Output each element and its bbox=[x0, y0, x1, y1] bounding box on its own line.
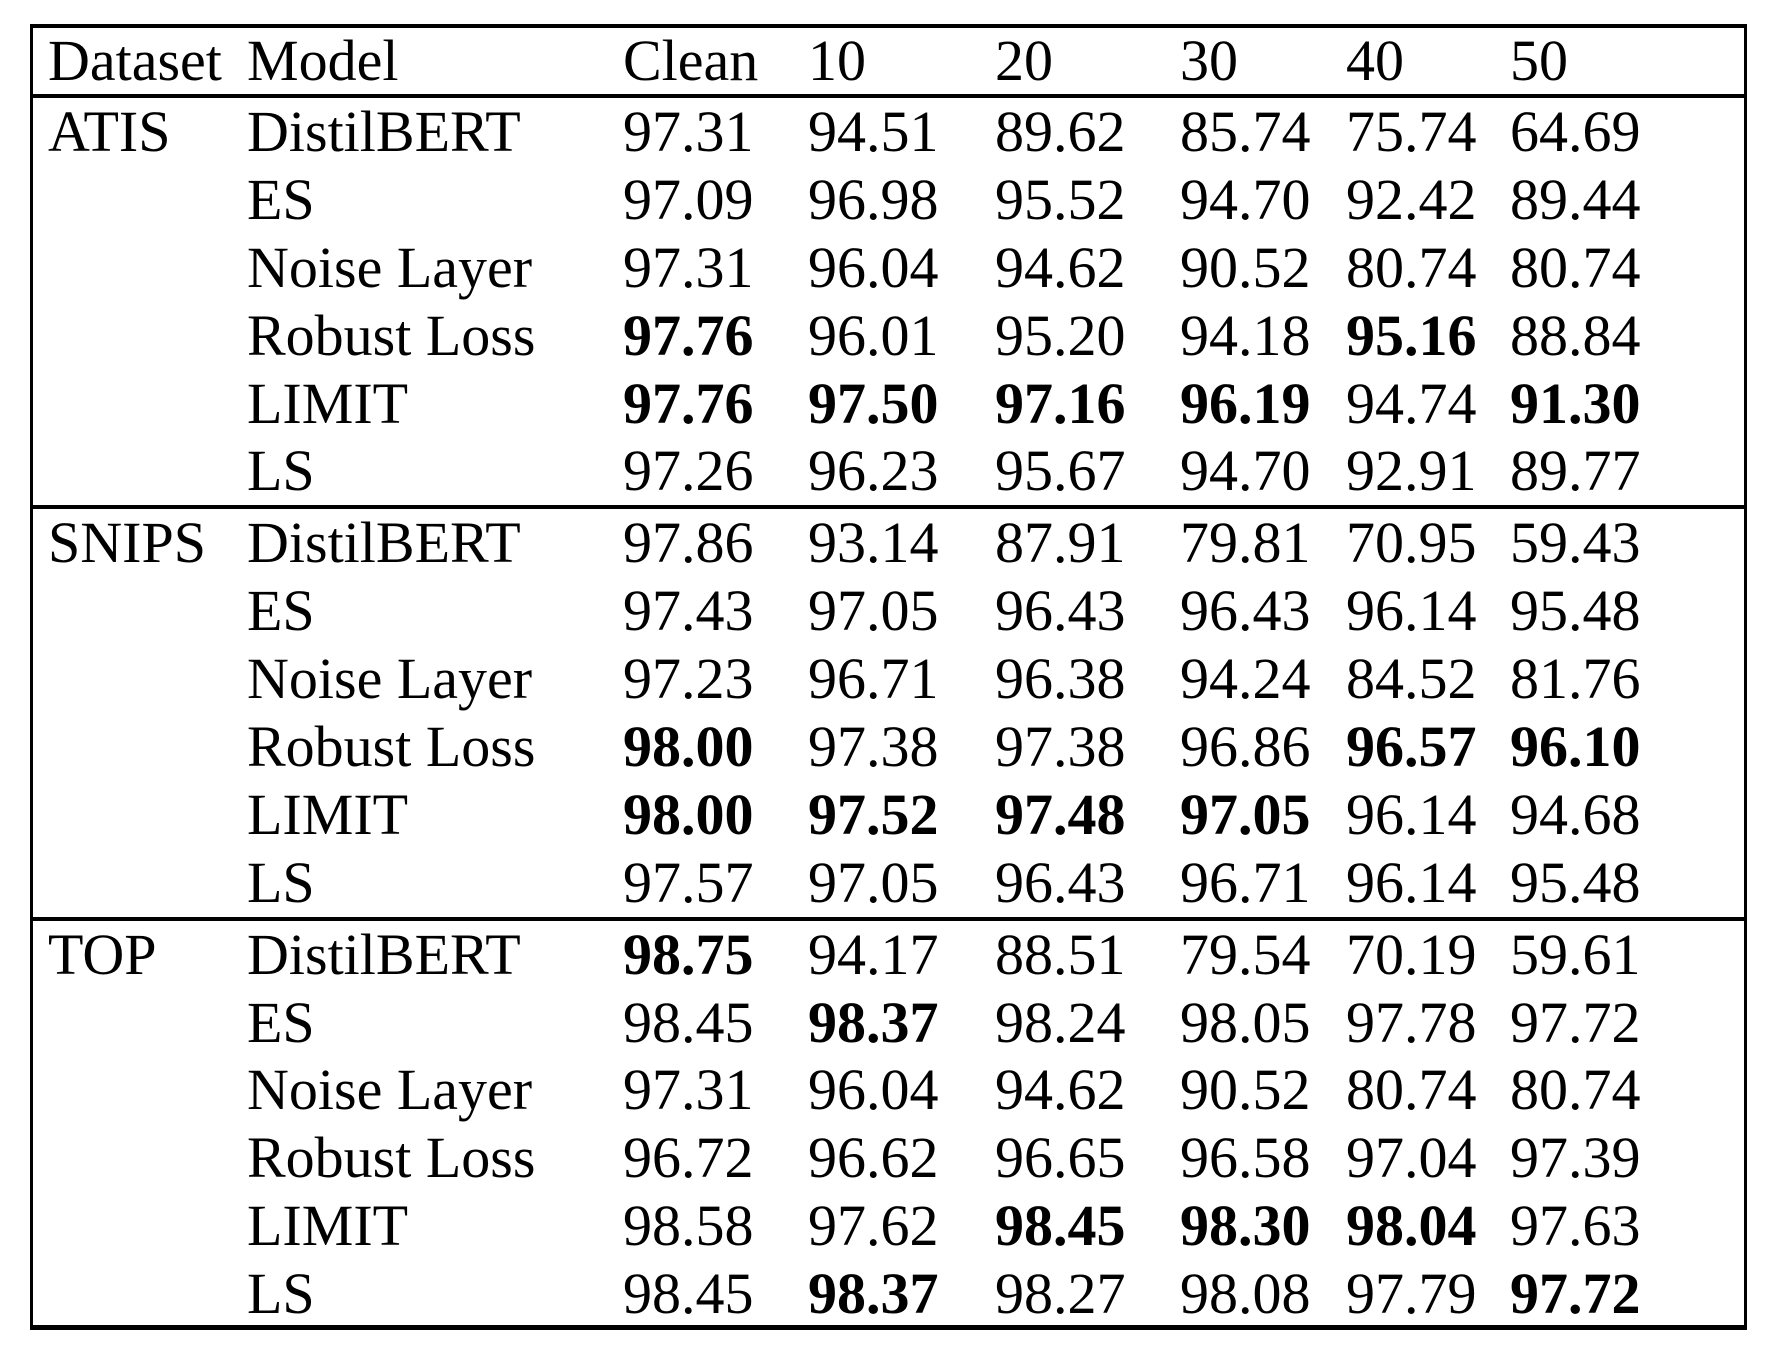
value-cell: 93.14 bbox=[808, 510, 939, 576]
value-cell: 97.72 bbox=[1510, 989, 1641, 1055]
model-cell: Robust Loss bbox=[247, 1125, 536, 1191]
value-cell: 97.63 bbox=[1510, 1193, 1641, 1259]
table-row bbox=[33, 1192, 1744, 1260]
value-cell: 90.52 bbox=[1180, 234, 1311, 300]
value-cell: 97.26 bbox=[623, 438, 754, 504]
value-cell: 97.72 bbox=[1510, 1261, 1641, 1327]
table-row bbox=[33, 98, 1744, 166]
value-cell: 97.04 bbox=[1346, 1125, 1477, 1191]
value-cell: 96.98 bbox=[808, 166, 939, 232]
table-row bbox=[33, 166, 1744, 234]
value-cell: 85.74 bbox=[1180, 98, 1311, 164]
value-cell: 98.37 bbox=[808, 989, 939, 1055]
value-cell: 98.27 bbox=[995, 1261, 1126, 1327]
value-cell: 94.74 bbox=[1346, 370, 1477, 436]
model-cell: LIMIT bbox=[247, 370, 409, 436]
value-cell: 98.30 bbox=[1180, 1193, 1311, 1259]
value-cell: 97.31 bbox=[623, 98, 754, 164]
value-cell: 96.86 bbox=[1180, 713, 1311, 779]
value-cell: 80.74 bbox=[1510, 1057, 1641, 1123]
value-cell: 98.75 bbox=[623, 921, 754, 987]
value-cell: 98.04 bbox=[1346, 1193, 1477, 1259]
value-cell: 96.01 bbox=[808, 302, 939, 368]
value-cell: 94.70 bbox=[1180, 438, 1311, 504]
model-cell: LS bbox=[247, 438, 315, 504]
value-cell: 98.05 bbox=[1180, 989, 1311, 1055]
table-row bbox=[33, 713, 1744, 781]
value-cell: 95.52 bbox=[995, 166, 1126, 232]
value-cell: 97.52 bbox=[808, 781, 939, 847]
value-cell: 92.42 bbox=[1346, 166, 1477, 232]
value-cell: 59.61 bbox=[1510, 921, 1641, 987]
section-atis bbox=[33, 98, 1744, 505]
value-cell: 64.69 bbox=[1510, 98, 1641, 164]
value-cell: 96.57 bbox=[1346, 713, 1477, 779]
value-cell: 96.58 bbox=[1180, 1125, 1311, 1191]
value-cell: 79.54 bbox=[1180, 921, 1311, 987]
model-cell: Robust Loss bbox=[247, 302, 536, 368]
model-cell: LIMIT bbox=[247, 1193, 409, 1259]
value-cell: 97.76 bbox=[623, 370, 754, 436]
model-cell: Noise Layer bbox=[247, 234, 533, 300]
value-cell: 94.51 bbox=[808, 98, 939, 164]
value-cell: 96.65 bbox=[995, 1125, 1126, 1191]
value-cell: 98.45 bbox=[623, 989, 754, 1055]
value-cell: 97.79 bbox=[1346, 1261, 1477, 1327]
value-cell: 97.31 bbox=[623, 1057, 754, 1123]
value-cell: 79.81 bbox=[1180, 510, 1311, 576]
value-cell: 97.05 bbox=[808, 849, 939, 915]
value-cell: 97.76 bbox=[623, 302, 754, 368]
value-cell: 97.16 bbox=[995, 370, 1126, 436]
section-top bbox=[33, 917, 1744, 1328]
table-row bbox=[33, 577, 1744, 645]
dataset-cell: SNIPS bbox=[48, 510, 206, 576]
value-cell: 96.72 bbox=[623, 1125, 754, 1191]
value-cell: 97.43 bbox=[623, 578, 754, 644]
value-cell: 80.74 bbox=[1346, 234, 1477, 300]
value-cell: 96.14 bbox=[1346, 578, 1477, 644]
table-row bbox=[33, 1124, 1744, 1192]
model-cell: ES bbox=[247, 989, 315, 1055]
value-cell: 97.31 bbox=[623, 234, 754, 300]
value-cell: 94.70 bbox=[1180, 166, 1311, 232]
value-cell: 96.19 bbox=[1180, 370, 1311, 436]
value-cell: 96.10 bbox=[1510, 713, 1641, 779]
value-cell: 94.24 bbox=[1180, 646, 1311, 712]
value-cell: 96.43 bbox=[995, 578, 1126, 644]
value-cell: 96.71 bbox=[808, 646, 939, 712]
header-cell-model: Model bbox=[247, 28, 399, 93]
value-cell: 89.44 bbox=[1510, 166, 1641, 232]
model-cell: ES bbox=[247, 578, 315, 644]
value-cell: 70.95 bbox=[1346, 510, 1477, 576]
value-cell: 96.43 bbox=[1180, 578, 1311, 644]
value-cell: 97.05 bbox=[808, 578, 939, 644]
header-cell-10: 10 bbox=[808, 28, 866, 93]
table-row bbox=[33, 645, 1744, 713]
value-cell: 80.74 bbox=[1510, 234, 1641, 300]
model-cell: LS bbox=[247, 849, 315, 915]
value-cell: 96.62 bbox=[808, 1125, 939, 1191]
value-cell: 90.52 bbox=[1180, 1057, 1311, 1123]
value-cell: 97.39 bbox=[1510, 1125, 1641, 1191]
value-cell: 88.51 bbox=[995, 921, 1126, 987]
value-cell: 94.68 bbox=[1510, 781, 1641, 847]
value-cell: 94.17 bbox=[808, 921, 939, 987]
value-cell: 70.19 bbox=[1346, 921, 1477, 987]
value-cell: 95.48 bbox=[1510, 849, 1641, 915]
model-cell: DistilBERT bbox=[247, 98, 521, 164]
value-cell: 98.37 bbox=[808, 1261, 939, 1327]
dataset-cell: TOP bbox=[48, 921, 157, 987]
value-cell: 81.76 bbox=[1510, 646, 1641, 712]
value-cell: 97.38 bbox=[808, 713, 939, 779]
value-cell: 75.74 bbox=[1346, 98, 1477, 164]
value-cell: 97.09 bbox=[623, 166, 754, 232]
value-cell: 92.91 bbox=[1346, 438, 1477, 504]
table-row bbox=[33, 1056, 1744, 1124]
header-cell-clean: Clean bbox=[623, 28, 759, 93]
model-cell: Noise Layer bbox=[247, 1057, 533, 1123]
value-cell: 95.48 bbox=[1510, 578, 1641, 644]
model-cell: Noise Layer bbox=[247, 646, 533, 712]
value-cell: 97.86 bbox=[623, 510, 754, 576]
table-row bbox=[33, 370, 1744, 438]
header-cell-dataset: Dataset bbox=[48, 28, 222, 93]
value-cell: 98.58 bbox=[623, 1193, 754, 1259]
model-cell: DistilBERT bbox=[247, 510, 521, 576]
table-row bbox=[33, 509, 1744, 577]
table-row bbox=[33, 989, 1744, 1057]
value-cell: 59.43 bbox=[1510, 510, 1641, 576]
value-cell: 96.43 bbox=[995, 849, 1126, 915]
value-cell: 94.62 bbox=[995, 234, 1126, 300]
value-cell: 96.14 bbox=[1346, 781, 1477, 847]
value-cell: 94.18 bbox=[1180, 302, 1311, 368]
value-cell: 96.04 bbox=[808, 1057, 939, 1123]
value-cell: 89.62 bbox=[995, 98, 1126, 164]
value-cell: 91.30 bbox=[1510, 370, 1641, 436]
table-row bbox=[33, 781, 1744, 849]
value-cell: 97.48 bbox=[995, 781, 1126, 847]
value-cell: 89.77 bbox=[1510, 438, 1641, 504]
table-row bbox=[33, 302, 1744, 370]
table-row bbox=[33, 921, 1744, 989]
value-cell: 97.50 bbox=[808, 370, 939, 436]
header-cell-50: 50 bbox=[1510, 28, 1568, 93]
value-cell: 88.84 bbox=[1510, 302, 1641, 368]
model-cell: Robust Loss bbox=[247, 713, 536, 779]
header-cell-30: 30 bbox=[1180, 28, 1238, 93]
model-cell: ES bbox=[247, 166, 315, 232]
value-cell: 97.78 bbox=[1346, 989, 1477, 1055]
value-cell: 98.00 bbox=[623, 713, 754, 779]
value-cell: 87.91 bbox=[995, 510, 1126, 576]
table-row bbox=[33, 849, 1744, 917]
value-cell: 97.38 bbox=[995, 713, 1126, 779]
value-cell: 84.52 bbox=[1346, 646, 1477, 712]
model-cell: LS bbox=[247, 1261, 315, 1327]
value-cell: 96.23 bbox=[808, 438, 939, 504]
value-cell: 97.05 bbox=[1180, 781, 1311, 847]
value-cell: 97.23 bbox=[623, 646, 754, 712]
dataset-cell: ATIS bbox=[48, 98, 171, 164]
value-cell: 98.45 bbox=[995, 1193, 1126, 1259]
value-cell: 97.57 bbox=[623, 849, 754, 915]
value-cell: 96.71 bbox=[1180, 849, 1311, 915]
value-cell: 95.67 bbox=[995, 438, 1126, 504]
value-cell: 94.62 bbox=[995, 1057, 1126, 1123]
value-cell: 96.04 bbox=[808, 234, 939, 300]
section-snips bbox=[33, 505, 1744, 916]
table-row bbox=[33, 1260, 1744, 1328]
value-cell: 98.00 bbox=[623, 781, 754, 847]
header-cell-20: 20 bbox=[995, 28, 1053, 93]
value-cell: 98.24 bbox=[995, 989, 1126, 1055]
value-cell: 80.74 bbox=[1346, 1057, 1477, 1123]
value-cell: 95.16 bbox=[1346, 302, 1477, 368]
table-row bbox=[33, 437, 1744, 505]
value-cell: 95.20 bbox=[995, 302, 1126, 368]
model-cell: DistilBERT bbox=[247, 921, 521, 987]
value-cell: 98.08 bbox=[1180, 1261, 1311, 1327]
value-cell: 96.38 bbox=[995, 646, 1126, 712]
table-row bbox=[33, 234, 1744, 302]
value-cell: 96.14 bbox=[1346, 849, 1477, 915]
value-cell: 97.62 bbox=[808, 1193, 939, 1259]
header-cell-40: 40 bbox=[1346, 28, 1404, 93]
results-table bbox=[30, 24, 1747, 1330]
value-cell: 98.45 bbox=[623, 1261, 754, 1327]
table-header-row bbox=[33, 28, 1744, 98]
model-cell: LIMIT bbox=[247, 781, 409, 847]
table-body bbox=[33, 98, 1744, 1328]
